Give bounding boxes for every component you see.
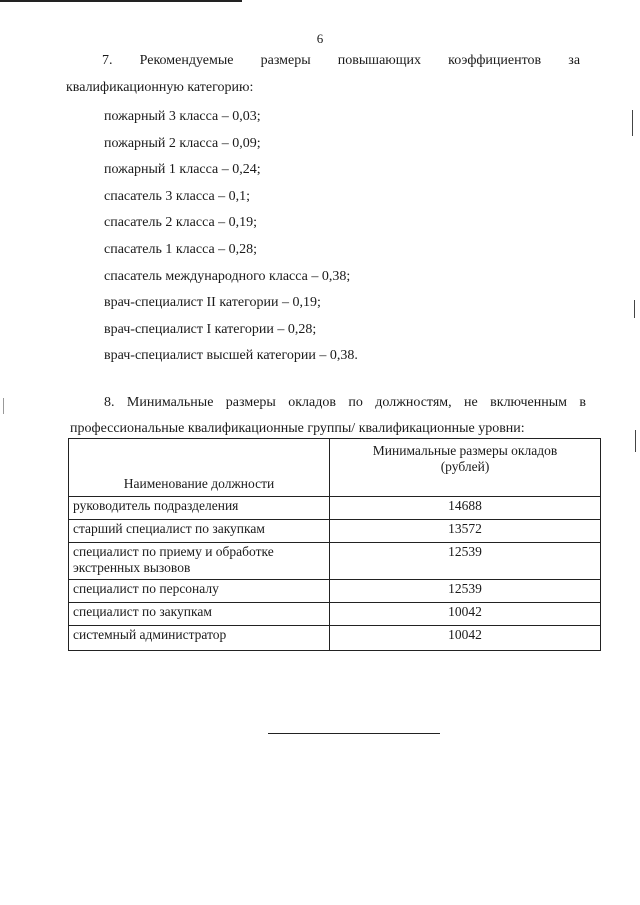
- section7-word: за: [568, 53, 581, 68]
- closing-rule: [268, 733, 440, 734]
- table-row: [69, 603, 601, 626]
- list-item: пожарный 1 класса – 0,24;: [104, 162, 261, 178]
- list-item: врач-специалист высшей категории – 0,38.: [104, 348, 358, 364]
- cell-salary: 13572: [330, 520, 601, 543]
- list-item: спасатель 3 класса – 0,1;: [104, 188, 251, 204]
- cell-salary: 10042: [330, 626, 601, 651]
- section7-word: повышающих: [337, 53, 422, 68]
- section7-heading: [102, 53, 580, 69]
- header-salary-line2: (рублей): [440, 459, 490, 474]
- list-item: спасатель международного класса – 0,38;: [104, 268, 351, 284]
- cell-position-line1: специалист по приему и обработке: [73, 544, 274, 559]
- cell-salary: 14688: [330, 497, 601, 520]
- table-row: [69, 626, 601, 651]
- list-item: спасатель 1 класса – 0,28;: [104, 241, 258, 257]
- list-item: пожарный 3 класса – 0,03;: [104, 109, 261, 124]
- header-position: Наименование должности: [69, 439, 330, 497]
- section7-word: коэффициентов: [448, 53, 542, 68]
- header-salary: [330, 439, 601, 497]
- cell-salary: 10042: [330, 603, 601, 626]
- cell-position: старший специалист по закупкам: [69, 520, 330, 543]
- table-header-row: [69, 439, 601, 497]
- section7-word: размеры: [260, 53, 311, 68]
- page-number: 6: [316, 31, 324, 46]
- cell-position: специалист по закупкам: [69, 603, 330, 626]
- section7-number: 7.: [102, 53, 113, 68]
- top-rule: [0, 0, 242, 2]
- scan-margin-mark: [632, 110, 633, 136]
- table-row: [69, 543, 601, 580]
- scan-margin-mark: [3, 398, 4, 414]
- header-salary-line1: Минимальные размеры окладов: [372, 443, 558, 458]
- list-item: врач-специалист II категории – 0,19;: [104, 295, 321, 311]
- cell-position: системный администратор: [69, 626, 330, 651]
- table-row: [69, 520, 601, 543]
- cell-position-line2: экстренных вызовов: [73, 560, 191, 575]
- list-item: спасатель 2 класса – 0,19;: [104, 215, 258, 231]
- salary-table: [68, 438, 601, 651]
- scan-margin-mark: [634, 300, 635, 318]
- section7-heading-continuation: квалификационную категорию:: [66, 80, 254, 95]
- section8-heading-continuation: профессиональные квалификационные группы/ квалификационные уровни:: [70, 421, 525, 436]
- coefficient-list: [104, 107, 358, 373]
- cell-position: специалист по персоналу: [69, 580, 330, 603]
- table-row: [69, 497, 601, 520]
- list-item: врач-специалист I категории – 0,28;: [104, 321, 317, 337]
- section7-word: Рекомендуемые: [139, 53, 234, 68]
- cell-salary: 12539: [330, 543, 601, 580]
- section8-heading: 8. Минимальные размеры окладов по должностям, не включенным в: [104, 395, 586, 410]
- list-item: пожарный 2 класса – 0,09;: [104, 135, 261, 151]
- cell-position: руководитель подразделения: [69, 497, 330, 520]
- cell-salary: 12539: [330, 580, 601, 603]
- table-row: [69, 580, 601, 603]
- scan-margin-mark: [635, 430, 636, 452]
- cell-position: [69, 543, 330, 580]
